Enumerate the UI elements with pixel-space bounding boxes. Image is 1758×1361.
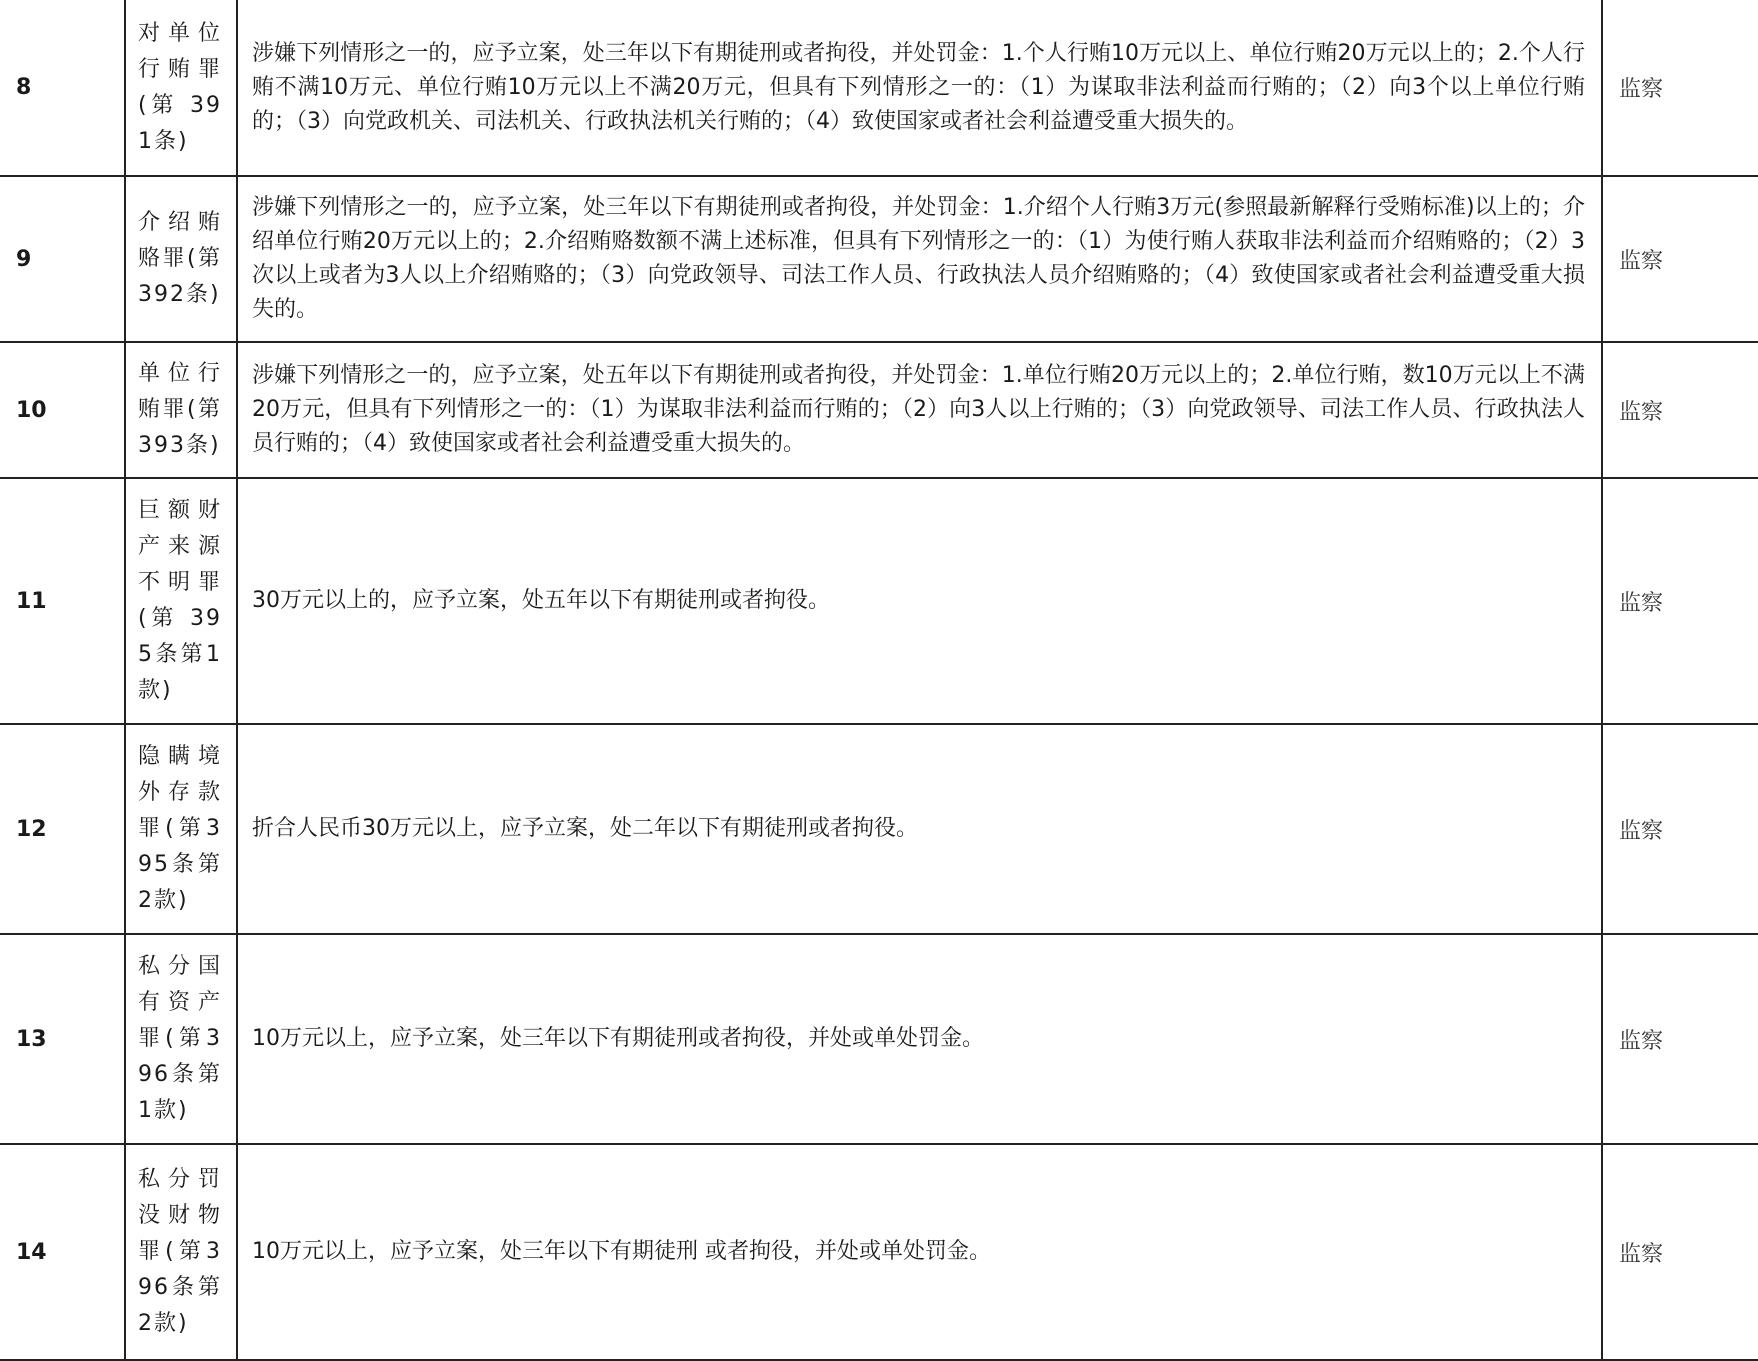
jurisdiction: 监察 (1602, 1144, 1758, 1360)
table-row (0, 934, 1758, 1144)
table-row (0, 0, 1758, 176)
crime-name: 对单位行贿罪(第 391条) (138, 20, 222, 154)
table-row (0, 342, 1758, 478)
crime-name: 隐瞒境外存款罪(第395条第2款) (138, 744, 222, 913)
filing-standard: 10万元以上，应予立案，处三年以下有期徒刑 或者拘役，并处或单处罚金。 (252, 1239, 991, 1264)
row-number: 8 (0, 0, 125, 176)
filing-standard: 涉嫌下列情形之一的，应予立案，处三年以下有期徒刑或者拘役，并处罚金：1.介绍个人行贿3万元(参照最新解释行受贿标准)以上的；介绍单位行贿20万元以上的；2.介绍贿赂数额不满上述标准，但具有下列情形之一的：（1）为使行贿人获取非法利益而介绍贿赂的；（2）3次以上或者为3人以上介绍贿赂的；（3）向党政领导、司法工作人员、行政执法人员介绍贿赂的；（4）致使国家或者社会利益遭受重大损失的。 (252, 195, 1585, 322)
table-row (0, 724, 1758, 934)
table-row (0, 478, 1758, 724)
row-number: 9 (0, 176, 125, 342)
crime-name: 单位行贿罪(第393条) (138, 361, 222, 458)
jurisdiction: 监察 (1602, 342, 1758, 478)
table-row (0, 176, 1758, 342)
crime-name: 巨额财产来源不明罪(第 395条第1款) (138, 498, 222, 703)
crime-name: 私分罚没财物罪(第396条第2款) (138, 1167, 222, 1336)
filing-standard: 涉嫌下列情形之一的，应予立案，处五年以下有期徒刑或者拘役，并处罚金：1.单位行贿20万元以上的；2.单位行贿，数10万元以上不满20万元，但具有下列情形之一的：（1）为谋取非法利益而行贿的；（2）向3人以上行贿的；（3）向党政领导、司法工作人员、行政执法人员行贿的；（4）致使国家或者社会利益遭受重大损失的。 (252, 363, 1585, 456)
filing-standard: 10万元以上，应予立案，处三年以下有期徒刑或者拘役，并处或单处罚金。 (252, 1026, 984, 1051)
jurisdiction: 监察 (1602, 478, 1758, 724)
filing-standard: 折合人民币30万元以上，应予立案，处二年以下有期徒刑或者拘役。 (252, 816, 918, 841)
row-number: 10 (0, 342, 125, 478)
row-number: 12 (0, 724, 125, 934)
crime-name: 介绍贿赂罪(第392条) (138, 210, 222, 307)
filing-standard: 涉嫌下列情形之一的，应予立案，处三年以下有期徒刑或者拘役，并处罚金：1.个人行贿10万元以上、单位行贿20万元以上的；2.个人行贿不满10万元、单位行贿10万元以上不满20万元，但具有下列情形之一的：（1）为谋取非法利益而行贿的；（2）向3个以上单位行贿的；（3）向党政机关、司法机关、行政执法机关行贿的；（4）致使国家或者社会利益遭受重大损失的。 (252, 40, 1585, 134)
filing-standard: 30万元以上的，应予立案，处五年以下有期徒刑或者拘役。 (252, 588, 830, 613)
jurisdiction: 监察 (1602, 0, 1758, 176)
row-number: 11 (0, 478, 125, 724)
crime-name: 私分国有资产罪(第396条第1款) (138, 954, 222, 1123)
jurisdiction: 监察 (1602, 176, 1758, 342)
jurisdiction: 监察 (1602, 934, 1758, 1144)
row-number: 13 (0, 934, 125, 1144)
table-row (0, 1144, 1758, 1360)
row-number: 14 (0, 1144, 125, 1360)
jurisdiction: 监察 (1602, 724, 1758, 934)
